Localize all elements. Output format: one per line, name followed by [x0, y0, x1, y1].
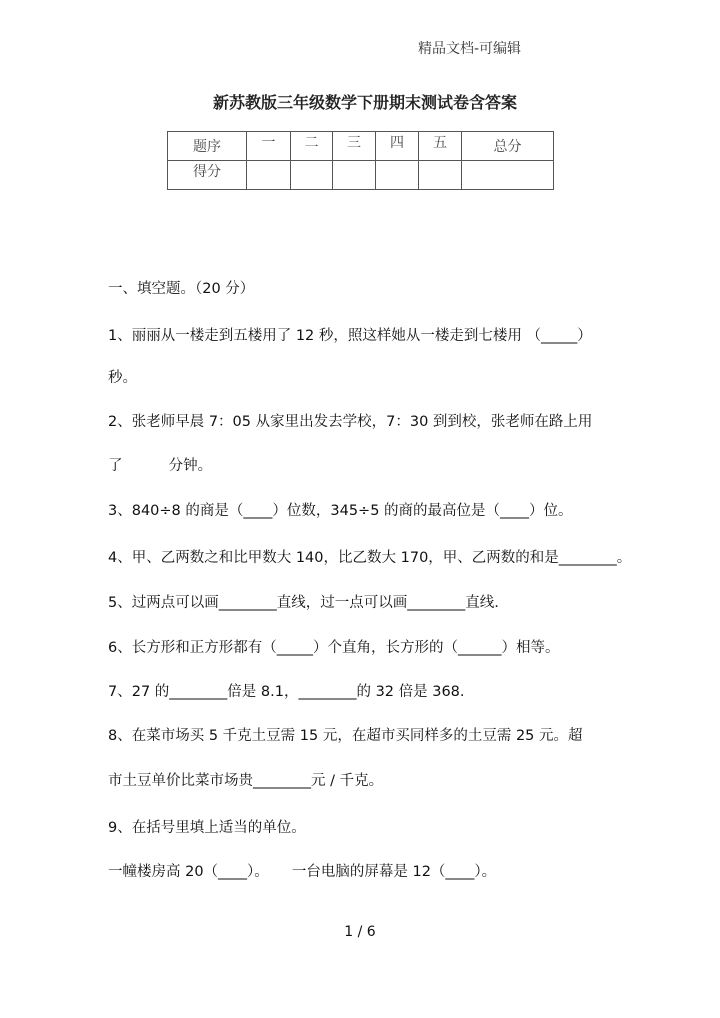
table-cell — [419, 161, 462, 190]
document-title: 新苏教版三年级数学下册期末测试卷含答案 — [212, 93, 517, 112]
question-line: 3、840÷8 的商是（____）位数，345÷5 的商的最高位是（____）位。 — [108, 503, 573, 519]
header-note: 精品文档-可编辑 — [418, 41, 522, 57]
table-cell — [333, 161, 376, 190]
table-cell: 题序 — [168, 132, 247, 161]
table-cell: 一 — [247, 132, 291, 161]
table-cell: 三 — [333, 132, 376, 161]
table-cell: 四 — [376, 132, 419, 161]
question-line: 秒。 — [108, 370, 137, 386]
table-cell: 二 — [291, 132, 333, 161]
question-line: 4、甲、乙两数之和比甲数大 140，比乙数大 170，甲、乙两数的和是________。 — [108, 550, 632, 566]
table-cell — [376, 161, 419, 190]
question-line: 8、在菜市场买 5 千克土豆需 15 元，在超市买同样多的土豆需 25 元。超 — [108, 728, 583, 744]
table-cell — [247, 161, 291, 190]
table-cell — [462, 161, 554, 190]
table-cell: 五 — [419, 132, 462, 161]
question-line: 9、在括号里填上适当的单位。 — [108, 820, 306, 836]
score-table — [167, 131, 554, 190]
question-line: 一幢楼房高 20（____）。 一台电脑的屏幕是 12（____）。 — [108, 864, 497, 880]
question-line: 2、张老师早晨 7：05 从家里出发去学校，7：30 到到校，张老师在路上用 — [108, 414, 593, 430]
question-line: 7、27 的________倍是 8.1，________的 32 倍是 368. — [108, 684, 465, 700]
table-cell — [291, 161, 333, 190]
question-line: 了 分钟。 — [108, 458, 213, 474]
question-line: 市土豆单价比菜市场贵________元 / 千克。 — [108, 773, 384, 789]
question-line: 6、长方形和正方形都有（_____）个直角，长方形的（______）相等。 — [108, 640, 560, 656]
page-number: 1 / 6 — [344, 924, 376, 940]
question-line: 1、丽丽从一楼走到五楼用了 12 秒，照这样她从一楼走到七楼用 （_____） — [108, 328, 592, 344]
table-cell: 总分 — [462, 132, 554, 161]
section-heading: 一、填空题。（20 分） — [108, 281, 255, 297]
question-line: 5、过两点可以画________直线，过一点可以画________直线. — [108, 595, 499, 611]
table-cell: 得分 — [168, 161, 247, 190]
